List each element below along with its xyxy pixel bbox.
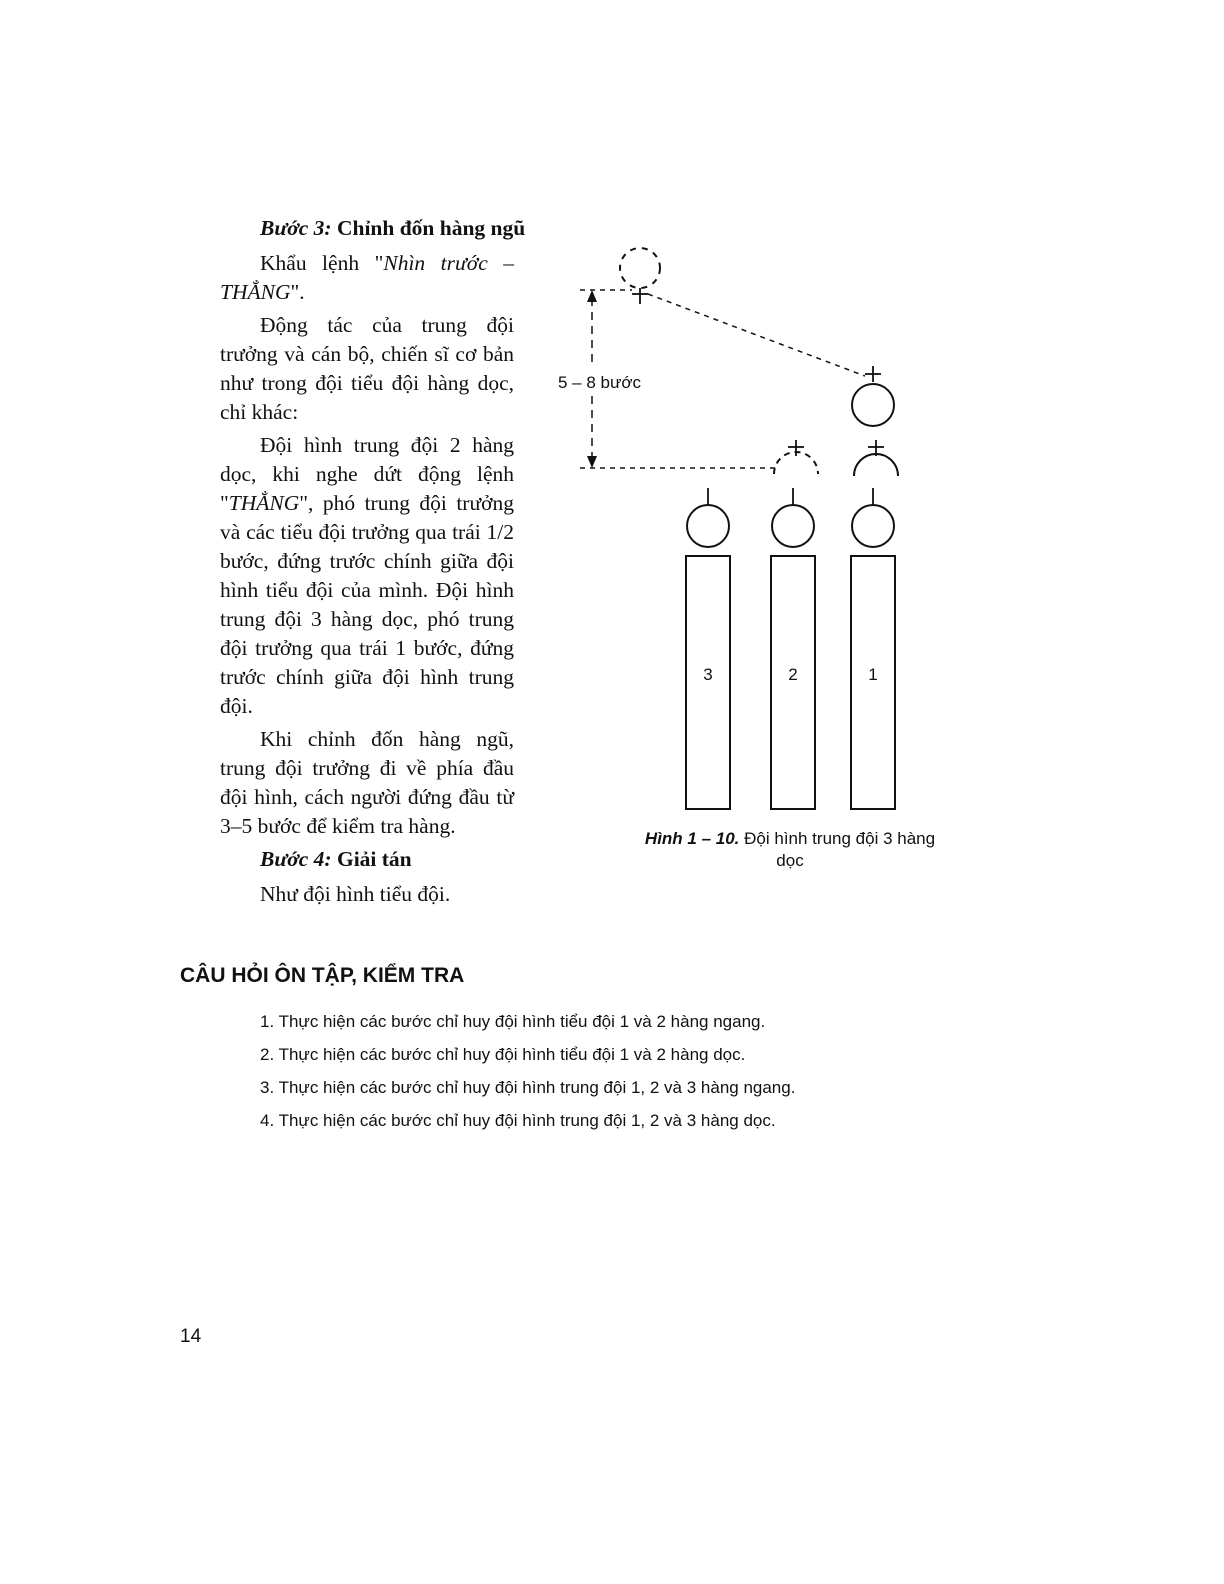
- caption-number: Hình 1 – 10.: [644, 829, 740, 848]
- list-item: 2. Thực hiện các bước chỉ huy đội hình tiểu đội 1 và 2 hàng dọc.: [260, 1045, 746, 1064]
- platoon-leader-icon: [620, 248, 660, 288]
- column-3: [686, 488, 730, 809]
- figure-caption: [640, 828, 940, 872]
- column-2-label: 2: [788, 665, 798, 684]
- step3-label: Bước 3:: [260, 216, 332, 240]
- dimension-arrow-top-icon: [587, 290, 597, 302]
- list-item: 4. Thực hiện các bước chỉ huy đội hình trung đội 1, 2 và 3 hàng dọc.: [260, 1111, 776, 1130]
- paragraph-3: Khi chỉnh đốn hàng ngũ, trung đội trưởng đi về phía đầu đội hình, cách người đứng đầu từ 3–5 bước để kiểm tra hàng.: [220, 727, 514, 838]
- step4-paragraph: Như đội hình tiểu đội.: [260, 882, 451, 906]
- platoon-leader-marker: [632, 288, 648, 304]
- body-text-column: [220, 214, 526, 913]
- squad-leader-middle-marker: [774, 440, 818, 474]
- paragraph-2: [220, 431, 514, 721]
- formation-diagram: [540, 236, 940, 826]
- dimension-arrow-bottom-icon: [587, 456, 597, 468]
- page-number: 14: [180, 1326, 202, 1347]
- column-2: [771, 488, 815, 809]
- command-suffix: ".: [290, 280, 305, 304]
- list-item: 1. Thực hiện các bước chỉ huy đội hình tiểu đội 1 và 2 hàng ngang.: [260, 1012, 766, 1031]
- step4-label: Bước 4:: [260, 847, 332, 871]
- caption-text: Đội hình trung đội 3 hàng dọc: [744, 829, 936, 870]
- para2-prefix: Đội hình trung đội 2 hàng dọc, khi nghe dứt động lệnh ": [220, 433, 514, 515]
- review-section-title: CÂU HỎI ÔN TẬP, KIỂM TRA: [180, 964, 465, 987]
- para2-command: THẲNG: [228, 491, 300, 515]
- diagonal-dashed-line: [648, 294, 865, 376]
- step3-title: Chỉnh đốn hàng ngũ: [336, 216, 526, 240]
- distance-label: 5 – 8 bước: [558, 373, 642, 392]
- command-paragraph: [220, 249, 514, 307]
- column-1: [851, 488, 895, 809]
- deputy-platoon-leader: [852, 366, 894, 426]
- squad-leader-right-marker: [854, 440, 898, 476]
- step3-heading: [220, 214, 526, 243]
- paragraph-1: Động tác của trung đội trưởng và cán bộ, chiến sĩ cơ bản như trong đội tiểu đội hàng dọc, chỉ khác:: [220, 313, 514, 424]
- review-question-list: [260, 1010, 795, 1142]
- list-item: 3. Thực hiện các bước chỉ huy đội hình trung đội 1, 2 và 3 hàng ngang.: [260, 1078, 796, 1097]
- command-text: Nhìn trước – THẲNG: [220, 251, 514, 304]
- step4-heading: [220, 845, 514, 874]
- command-prefix: Khẩu lệnh ": [260, 251, 384, 275]
- column-1-label: 1: [868, 665, 878, 684]
- step4-title: Giải tán: [336, 847, 412, 871]
- para2-suffix: ", phó trung đội trưởng và các tiểu đội trưởng qua trái 1/2 bước, đứng trước chính giữa đội hình tiểu đội của mình. Đội hình trung đội 3 hàng dọc, phó trung đội trưởng qua trái 1 bước, đứng trước chính giữa đội hình trung đội.: [220, 491, 514, 718]
- column-3-label: 3: [703, 665, 713, 684]
